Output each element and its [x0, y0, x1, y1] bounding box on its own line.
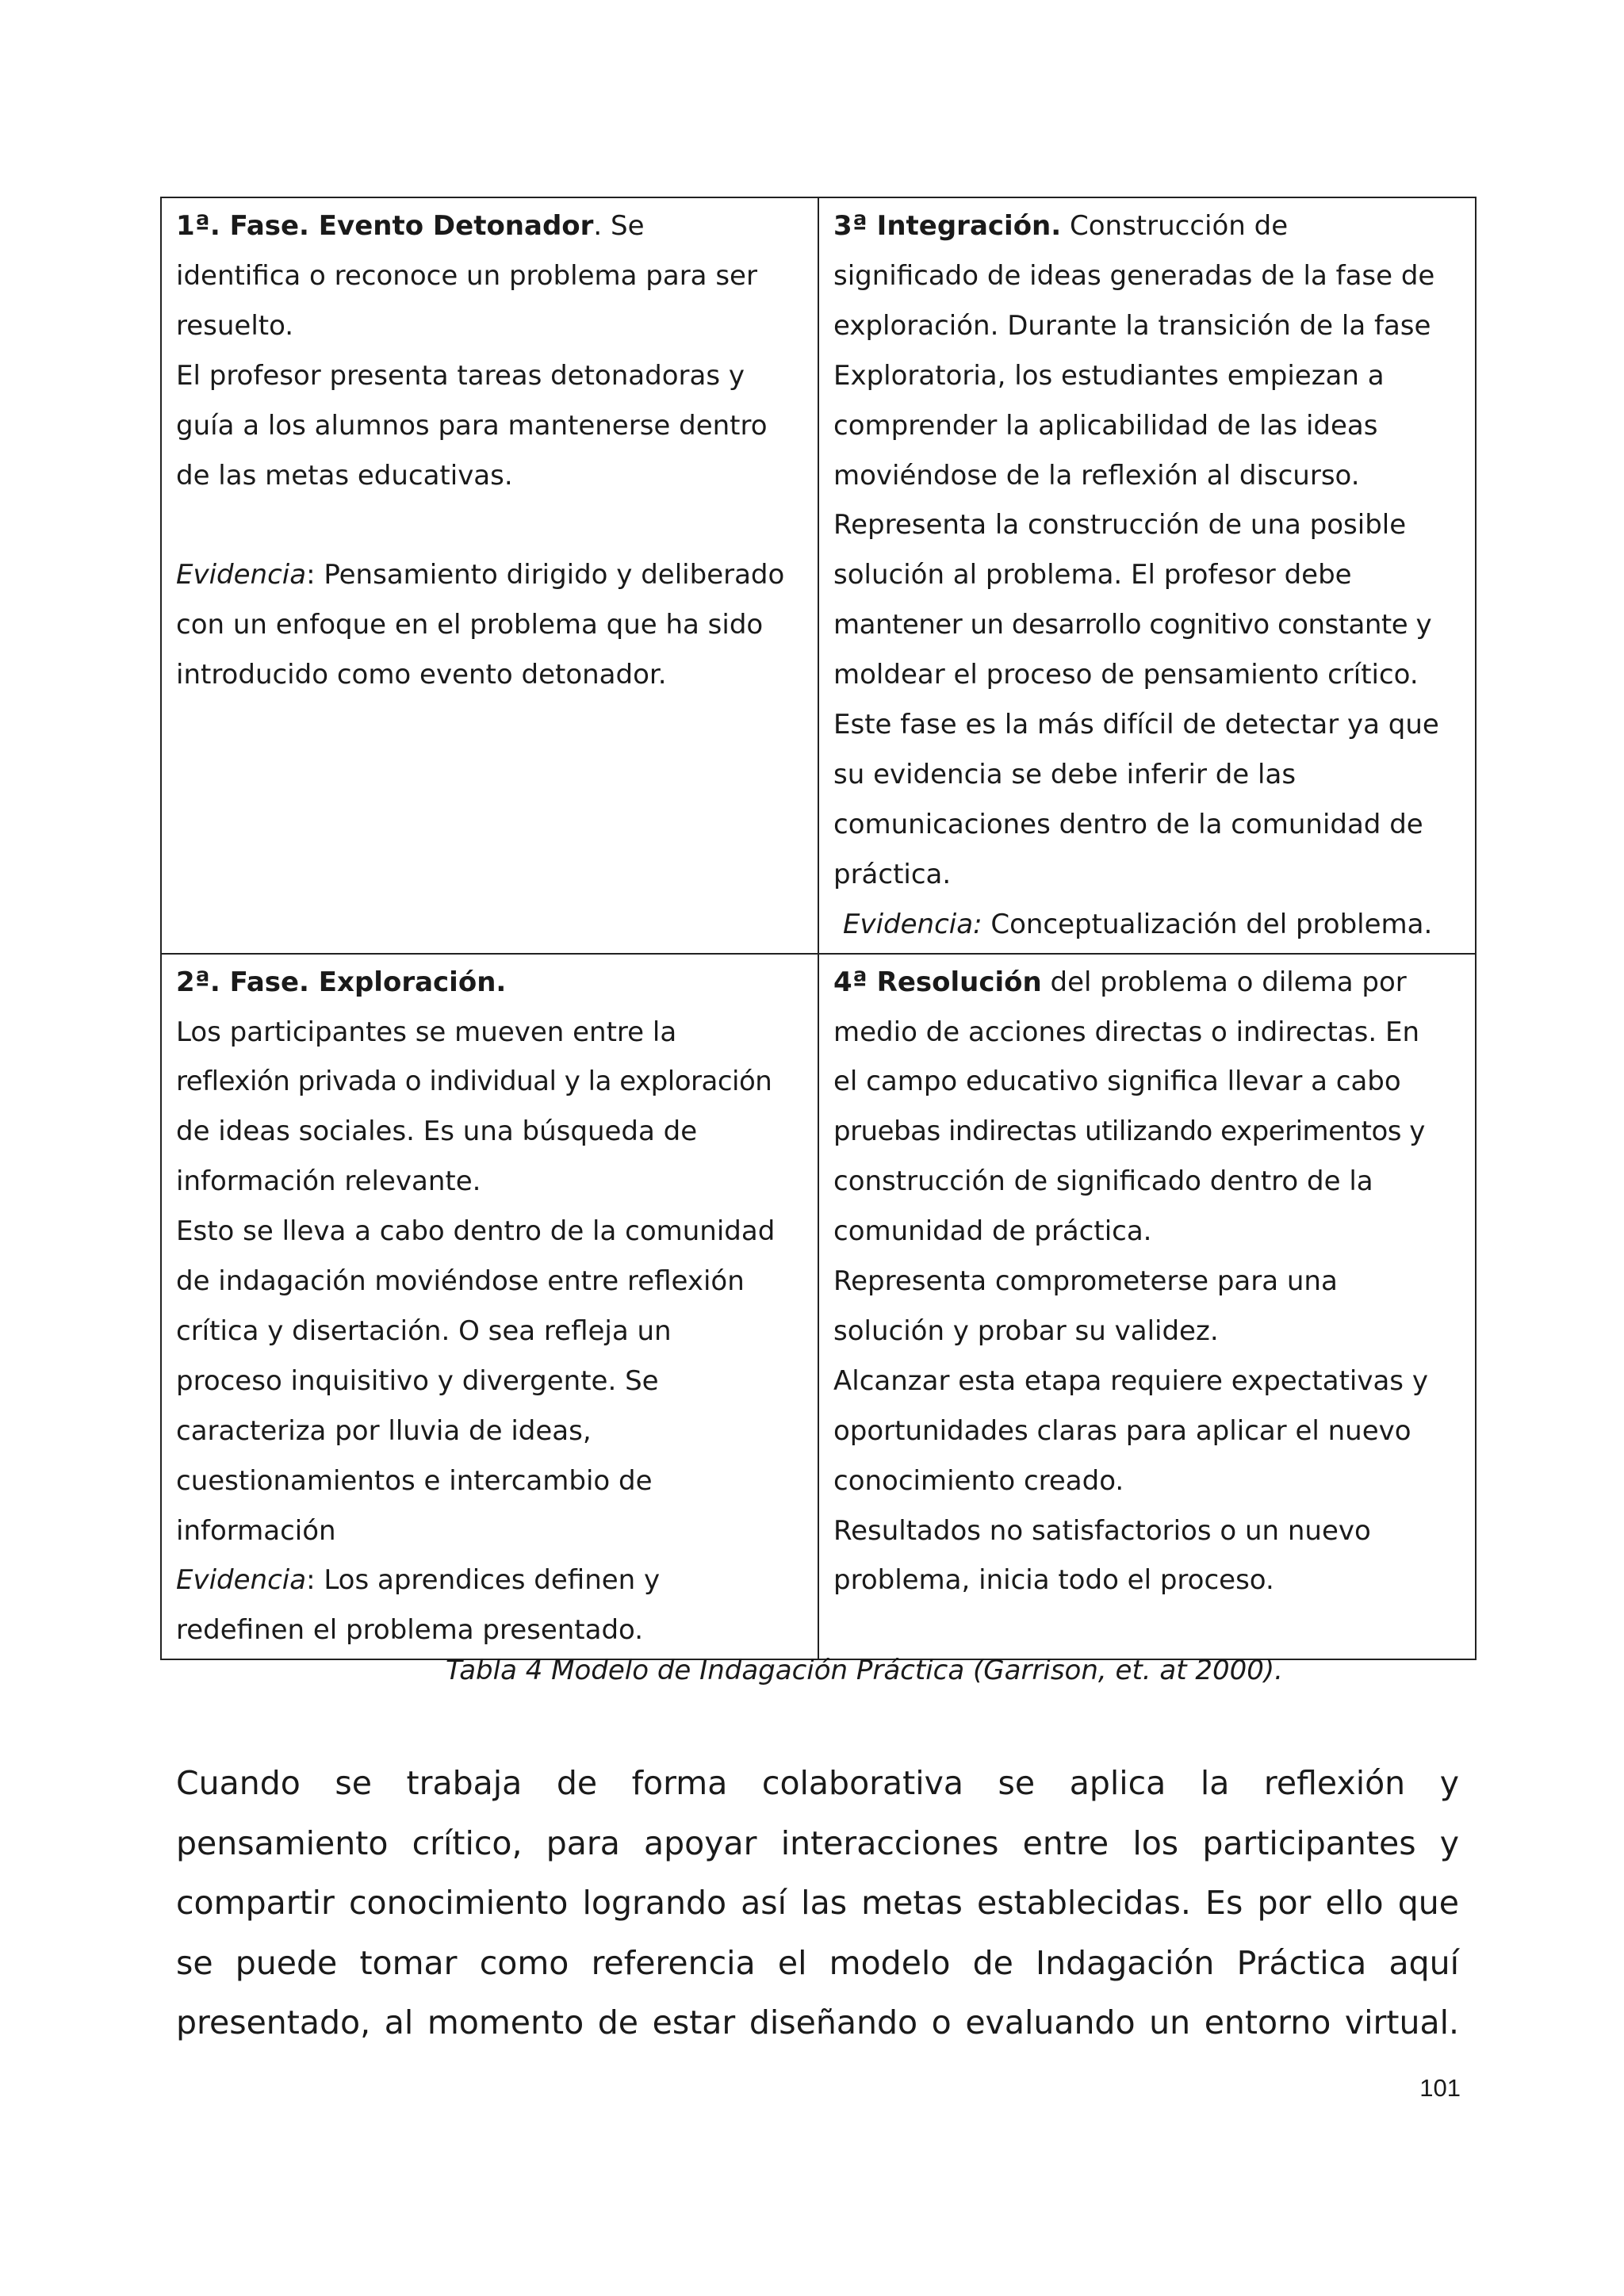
cell-2-heading [176, 958, 803, 1008]
cell-1-heading-bold: 1ª. Fase. Evento Detonador [176, 210, 594, 242]
cell-3-line: exploración. Durante la transición de la fase [833, 309, 1431, 342]
cell-2-line: crítica y disertación. O sea refleja un [176, 1314, 672, 1347]
cell-2-line: información [176, 1514, 336, 1547]
cell-3-line: su evidencia se debe inferir de las [833, 758, 1297, 790]
cell-4-line: problema, inicia todo el proceso. [833, 1564, 1274, 1597]
cell-2-heading-bold: 2ª. Fase. Exploración. [176, 966, 507, 998]
cell-1-heading-rest: . Se [593, 210, 645, 242]
cell-2-line: proceso inquisitivo y divergente. Se [176, 1364, 659, 1397]
cell-2-line: Los participantes se mueven entre la [176, 1016, 677, 1048]
cell-1-line: resuelto. [176, 309, 294, 342]
table-caption: Tabla 4 Modelo de Indagación Práctica (Garrison, et. at 2000). [446, 1655, 1283, 1686]
cell-3-evidence-line [833, 900, 1461, 950]
cell-3-line: práctica. [833, 858, 952, 890]
cell-4-line: solución y probar su validez. [833, 1314, 1219, 1347]
cell-3-line: moviéndose de la reflexión al discurso. [833, 459, 1360, 492]
evidence-label: Evidencia: [843, 908, 982, 940]
cell-3-line: Exploratoria, los estudiantes empiezan a [833, 359, 1385, 392]
cell-2-evidence-line [176, 1556, 803, 1605]
cell-1-line: introducido como evento detonador. [176, 659, 667, 691]
cell-4-line: pruebas indirectas utilizando experimentos y [833, 1115, 1425, 1148]
cell-1-line: El profesor presenta tareas detonadoras y [176, 359, 745, 392]
cell-1-line-0 [176, 201, 803, 251]
cell-1-line: de las metas educativas. [176, 459, 513, 492]
cell-4-line: construcción de significado dentro de la [833, 1165, 1373, 1198]
table-row [161, 954, 1476, 1660]
cell-4-heading-rest: del problema o dilema por [1041, 966, 1407, 998]
page-number: 101 [1419, 2074, 1461, 2102]
cell-2-line: información relevante. [176, 1165, 481, 1198]
evidence-label: Evidencia [176, 559, 307, 591]
cell-3-line: moldear el proceso de pensamiento crítico. [833, 659, 1419, 691]
body-line: se puede tomar como referencia el modelo de Indagación Práctica aquí [176, 1943, 1459, 1982]
cell-3-heading-bold: 3ª Integración. [833, 210, 1062, 242]
cell-4-line: el campo educativo significa llevar a cabo [833, 1066, 1401, 1098]
cell-3-line: mantener un desarrollo cognitivo constante y [833, 609, 1432, 641]
cell-phase-1 [161, 197, 818, 954]
cell-1-line: con un enfoque en el problema que ha sido [176, 609, 764, 641]
evidence-text: : Los aprendices definen y [306, 1564, 661, 1597]
cell-4-line: oportunidades claras para aplicar el nuevo [833, 1414, 1411, 1447]
cell-phase-2 [161, 954, 818, 1660]
cell-3-heading-rest: Construcción de [1061, 210, 1289, 242]
cell-2-line: de ideas sociales. Es una búsqueda de [176, 1115, 698, 1148]
evidence-text: Conceptualización del problema. [982, 908, 1433, 940]
evidence-text: : Pensamiento dirigido y deliberado [306, 559, 785, 591]
cell-2-line: redefinen el problema presentado. [176, 1614, 644, 1647]
cell-3-line: comunicaciones dentro de la comunidad de [833, 808, 1423, 840]
cell-4-heading-bold: 4ª Resolución [833, 966, 1042, 998]
cell-2-line: Esto se lleva a cabo dentro de la comunidad [176, 1215, 776, 1248]
body-line: compartir conocimiento logrando así las metas establecidas. Es por ello que [176, 1884, 1459, 1923]
cell-4-line: Resultados no satisfactorios o un nuevo [833, 1514, 1371, 1547]
phases-table-wrapper [160, 197, 1477, 1660]
cell-phase-4 [818, 954, 1476, 1660]
cell-2-line: reflexión privada o individual y la exploración [176, 1066, 772, 1098]
cell-2-line: de indagación moviéndose entre reflexión [176, 1265, 745, 1298]
cell-1-line: guía a los alumnos para mantenerse dentro [176, 409, 768, 442]
inquiry-model-table [160, 197, 1477, 1660]
cell-3-line: Representa la construcción de una posible [833, 509, 1407, 541]
cell-3-line: comprender la aplicabilidad de las ideas [833, 409, 1378, 442]
cell-3-line: solución al problema. El profesor debe [833, 559, 1352, 591]
cell-1-evidence-line [176, 550, 803, 600]
cell-3-heading [833, 201, 1461, 251]
blank-line [176, 500, 803, 550]
body-paragraph [176, 1754, 1459, 2053]
cell-4-line: medio de acciones directas o indirectas. En [833, 1016, 1420, 1048]
evidence-label: Evidencia [176, 1564, 307, 1597]
cell-3-line: Este fase es la más difícil de detectar ya que [833, 709, 1439, 741]
cell-4-line: comunidad de práctica. [833, 1215, 1152, 1248]
cell-phase-3 [818, 197, 1476, 954]
cell-1-line: identifica o reconoce un problema para ser [176, 259, 757, 292]
table-row [161, 197, 1476, 954]
cell-3-line: significado de ideas generadas de la fase de [833, 259, 1435, 292]
body-line: pensamiento crítico, para apoyar interacciones entre los participantes y [176, 1823, 1459, 1862]
cell-4-line: Representa comprometerse para una [833, 1265, 1338, 1298]
cell-4-line: conocimiento creado. [833, 1464, 1124, 1497]
cell-4-heading [833, 958, 1461, 1008]
cell-2-line: caracteriza por lluvia de ideas, [176, 1414, 592, 1447]
cell-2-line: cuestionamientos e intercambio de [176, 1464, 653, 1497]
body-line: Cuando se trabaja de forma colaborativa se aplica la reflexión y [176, 1764, 1459, 1802]
body-line: presentado, al momento de estar diseñando o evaluando un entorno virtual. [176, 2003, 1459, 2042]
cell-4-line: Alcanzar esta etapa requiere expectativas y [833, 1364, 1428, 1397]
